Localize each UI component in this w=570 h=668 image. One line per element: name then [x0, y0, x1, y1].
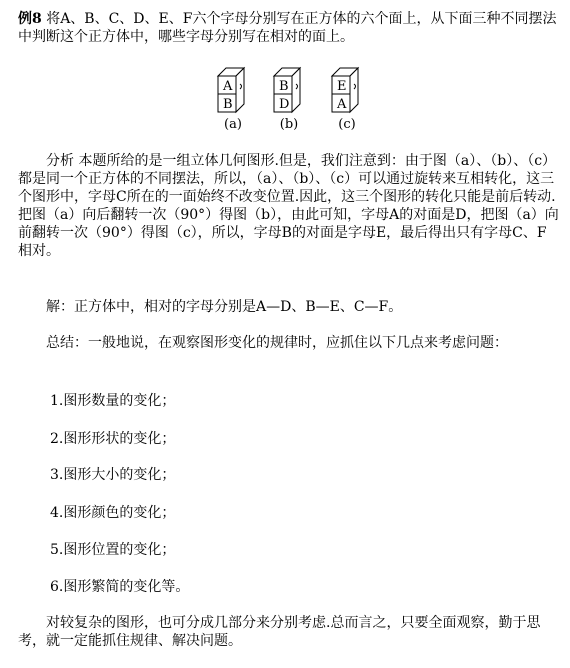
problem-statement: [18, 10, 560, 46]
problem-label: 例8: [18, 11, 42, 27]
cube-figure-a: [210, 66, 256, 134]
point-item-3: 3.图形大小的变化；: [50, 467, 176, 483]
solution-paragraph: 解：正方体中，相对的字母分别是A—D、B—E、C—F。: [46, 299, 403, 315]
point-item-5: 5.图形位置的变化；: [50, 542, 176, 558]
point-item-4: 4.图形颜色的变化；: [50, 505, 176, 521]
problem-text: 将A、B、C、D、E、F六个字母分别写在正方体的六个面上，从下面三种不同摆法中判断这个正方体中，哪些字母分别写在相对的面上。: [18, 11, 557, 45]
cube-a-drawing: [210, 66, 256, 114]
cube-figure-c: [324, 66, 370, 134]
cube-c-label: (c): [338, 117, 356, 132]
cube-figures: [200, 66, 380, 136]
cube-c-top-letter: E: [337, 79, 347, 94]
cube-a-label: (a): [224, 117, 242, 132]
cube-figure-b: [266, 66, 312, 134]
point-item-2: 2.图形形状的变化；: [50, 431, 176, 447]
conclusion-paragraph: 对较复杂的图形，也可分成几部分来分别考虑.总而言之，只要全面观察，勤于思考，就一定能抓住规律、解决问题。: [18, 615, 541, 649]
cube-b-label: (b): [279, 117, 299, 132]
cube-a-top-letter: A: [223, 79, 233, 94]
point-item-1: 1.图形数量的变化；: [50, 393, 176, 409]
cube-a-front-letter: B: [223, 97, 233, 112]
cube-c-front-letter: A: [337, 97, 347, 112]
analysis-paragraph: 分析 本题所给的是一组立体几何图形.但是，我们注意到：由于图（a）、（b）、（c）都是同一个正方体的不同摆法，所以，（a）、（b）、（c）可以通过旋转来互相转化，这三个图形中，字母C所在的一面始终不改变位置.因此，这三个图形的转化只能是前后转动.把图（a）向后翻转一次（90°）得图（b），由此可知，字母A的对面是D，把图（a）向前翻转一次（90°）得图（c），所以，字母B的对面是字母E，最后得出只有字母C、F相对。: [18, 153, 559, 259]
point-item-6: 6.图形繁简的变化等。: [50, 579, 190, 595]
cube-c-drawing: [324, 66, 370, 114]
cube-b-drawing: [266, 66, 312, 114]
cube-b-front-letter: D: [279, 97, 290, 112]
cube-b-top-letter: B: [279, 79, 289, 94]
summary-paragraph: 总结：一般地说，在观察图形变化的规律时，应抓住以下几点来考虑问题：: [46, 335, 508, 351]
